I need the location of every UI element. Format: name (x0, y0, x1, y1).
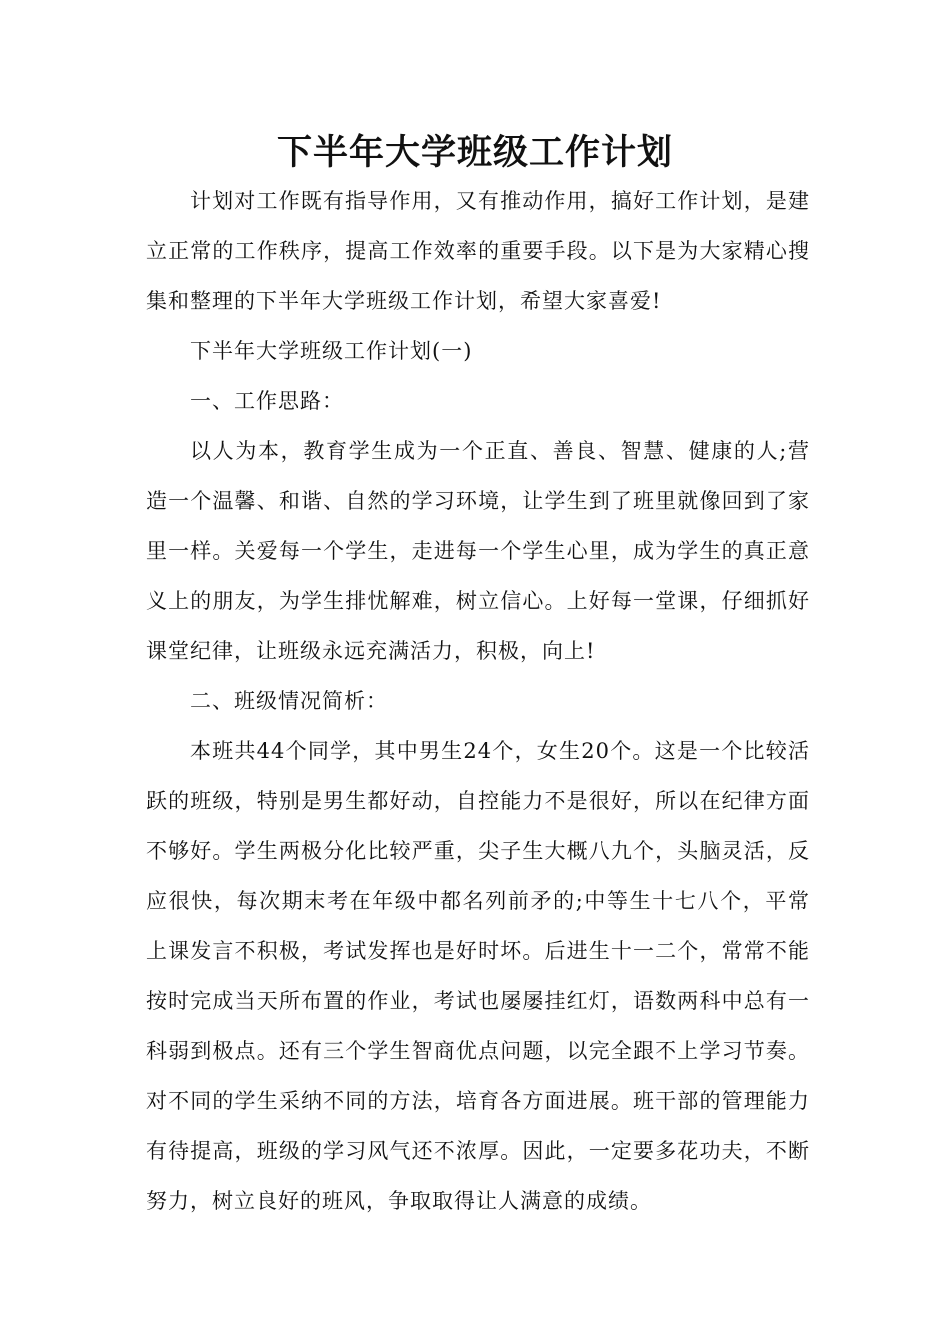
intro-paragraph: 计划对工作既有指导作用，又有推动作用，搞好工作计划，是建立正常的工作秩序，提高工作效率的重要手段。以下是为大家精心搜集和整理的下半年大学班级工作计划，希望大家喜爱! (146, 189, 810, 313)
work-approach-paragraph: 以人为本，教育学生成为一个正直、善良、智慧、健康的人;营造一个温馨、和谐、自然的学习环境，让学生到了班里就像回到了家里一样。关爱每一个学生，走进每一个学生心里，成为学生的真正意义上的朋友，为学生排忧解难，树立信心。上好每一堂课，仔细抓好课堂纪律，让班级永远充满活力，积极，向上! (146, 439, 810, 663)
document-body (146, 176, 810, 1226)
class-analysis-paragraph: 本班共44个同学，其中男生24个，女生20个。这是一个比较活跃的班级，特别是男生都好动，自控能力不是很好，所以在纪律方面不够好。学生两极分化比较严重，尖子生大概八九个，头脑灵活，反应很快，每次期末考在年级中都名列前矛的;中等生十七八个，平常上课发言不积极，考试发挥也是好时坏。后进生十一二个，常常不能按时完成当天所布置的作业，考试也屡屡挂红灯，语数两科中总有一科弱到极点。还有三个学生智商优点问题，以完全跟不上学习节奏。对不同的学生采纳不同的方法，培育各方面进展。班干部的管理能力有待提高，班级的学习风气还不浓厚。因此，一定要多花功夫，不断努力，树立良好的班风，争取取得让人满意的成绩。 (146, 739, 810, 1213)
heading-work-approach: 一、工作思路： (190, 389, 344, 413)
heading-class-analysis: 二、班级情况简析： (190, 689, 388, 713)
section-subtitle: 下半年大学班级工作计划(一) (190, 339, 473, 363)
document-title: 下半年大学班级工作计划 (276, 133, 673, 173)
